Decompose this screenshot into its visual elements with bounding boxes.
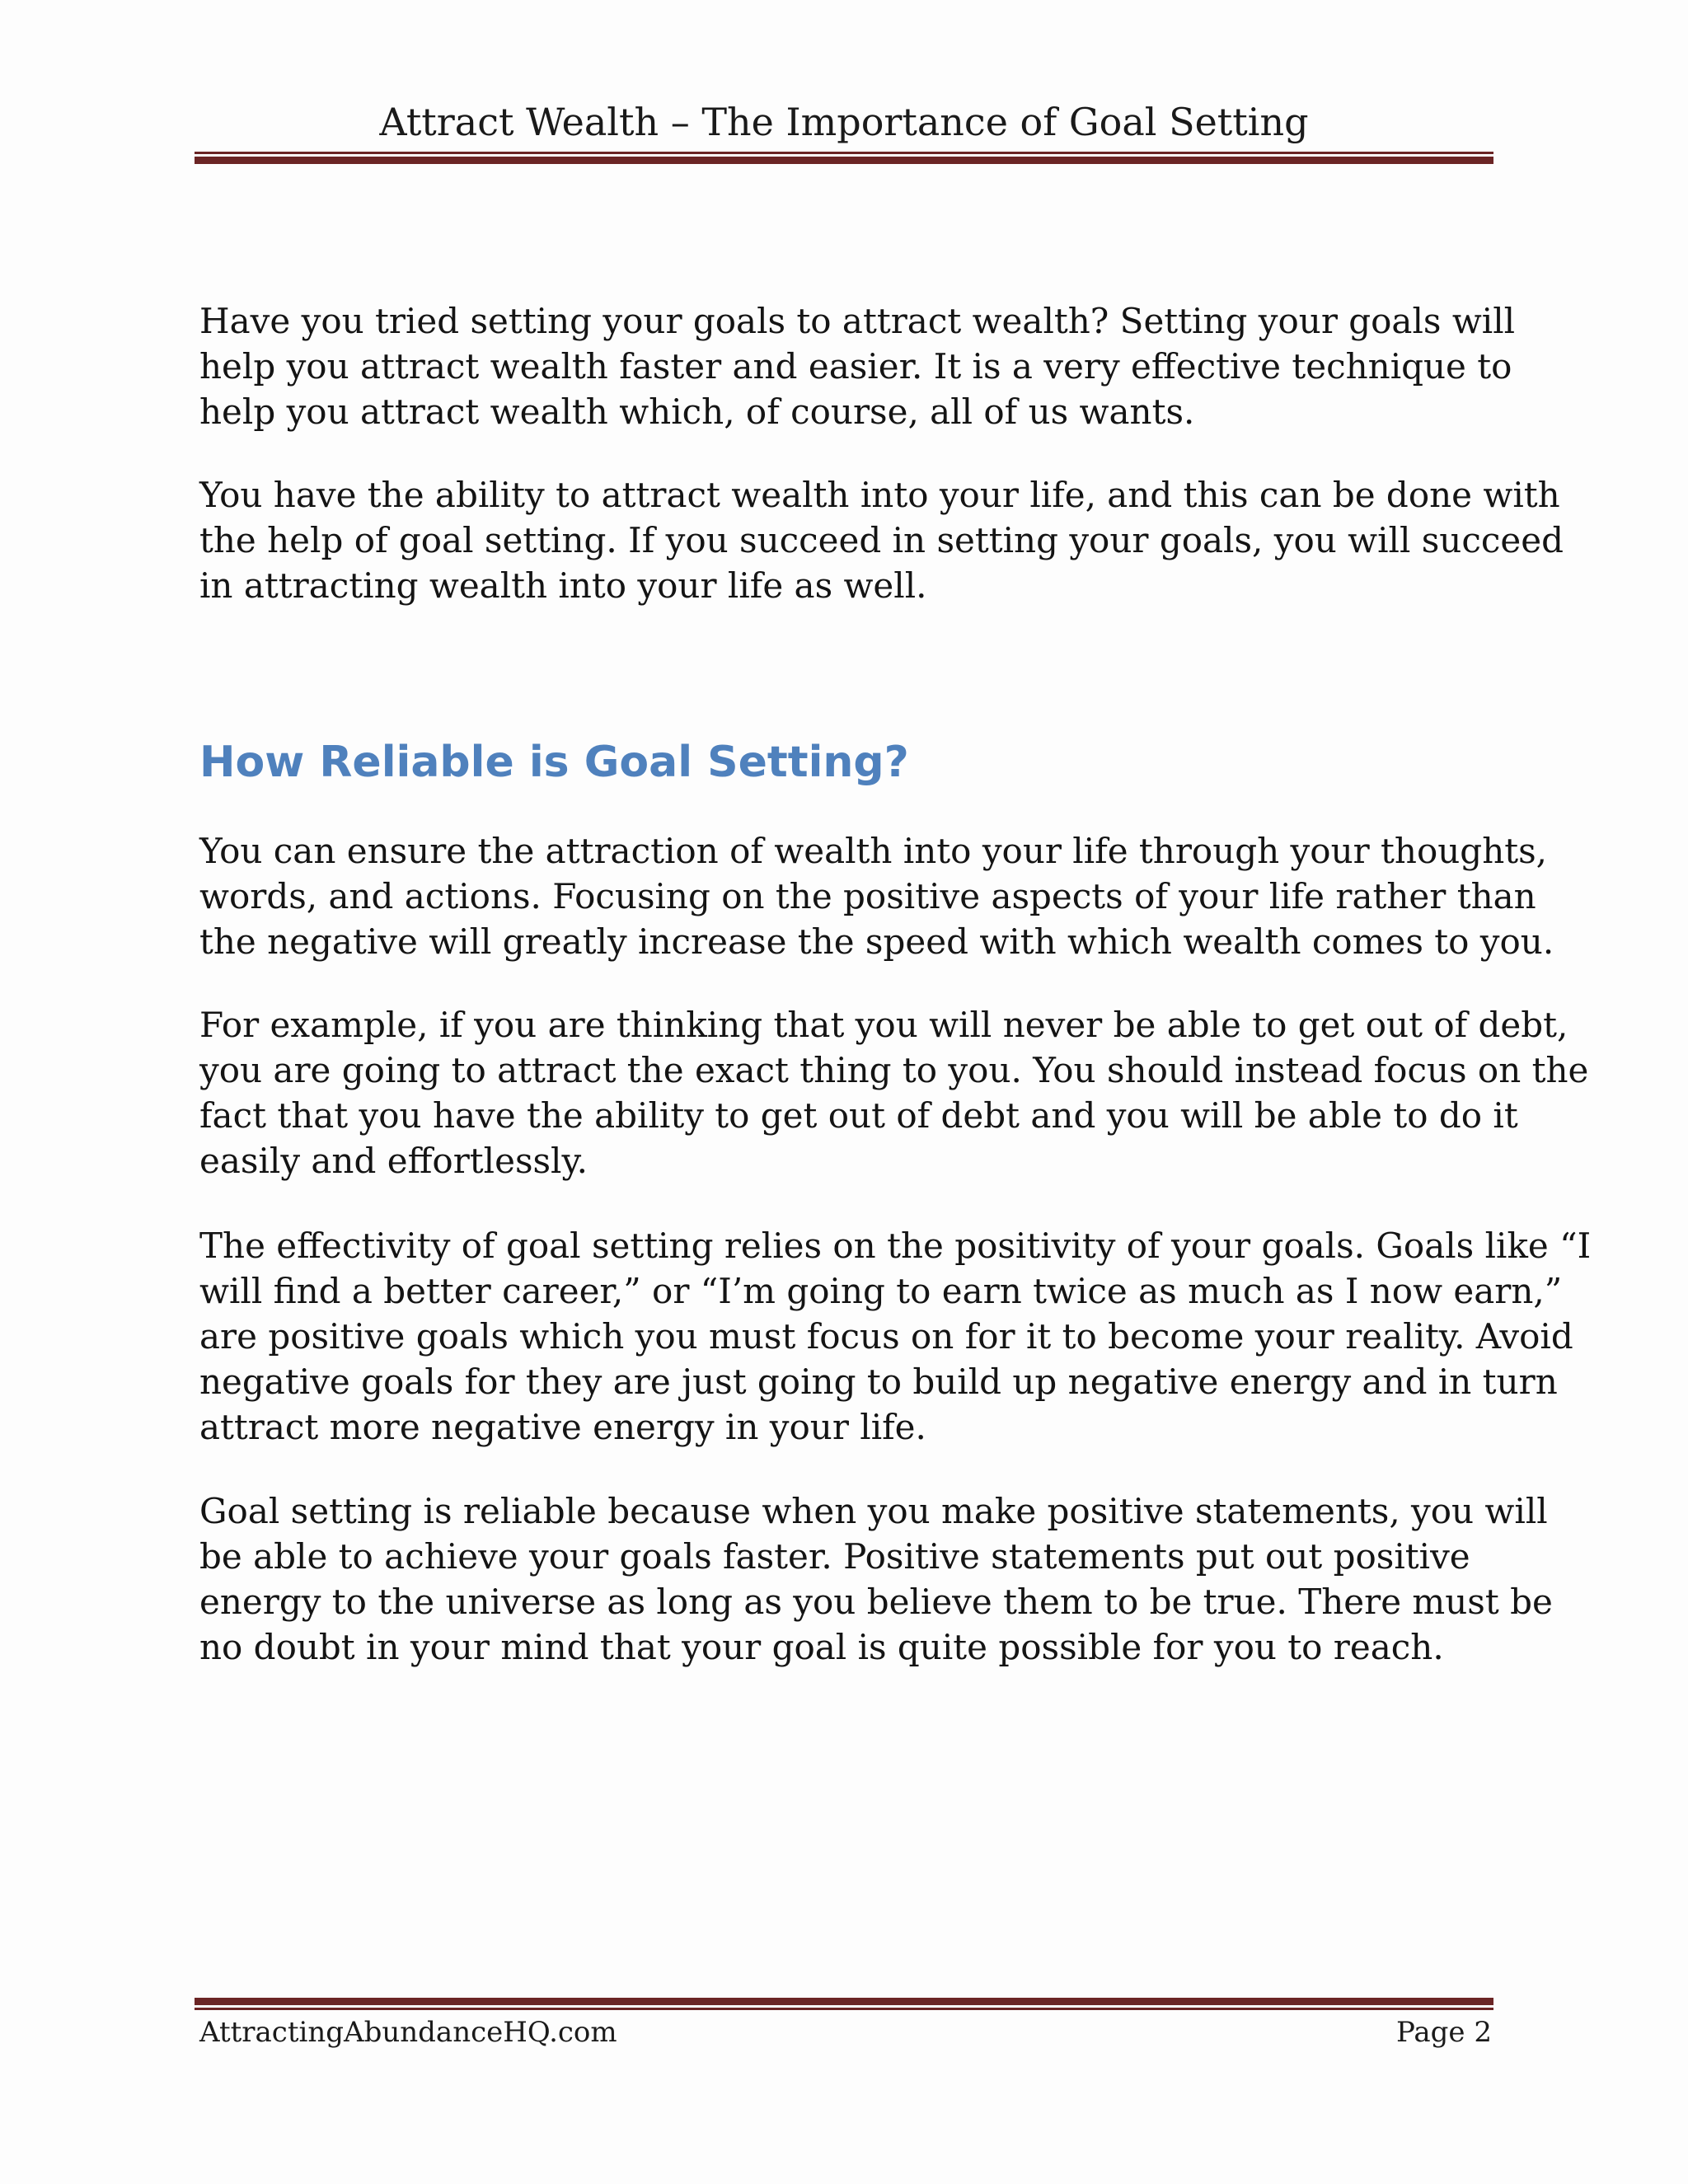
footer-rule (195, 1998, 1493, 2010)
text-line: You have the ability to attract wealth into your life, and this can be done with (199, 475, 1560, 515)
text-line: attract more negative energy in your life. (199, 1407, 926, 1447)
section-paragraph-1 (199, 828, 1554, 964)
header-rule-thick (195, 157, 1493, 164)
section-paragraph-3 (199, 1223, 1592, 1450)
section-heading: How Reliable is Goal Setting? (199, 738, 909, 787)
text-line: help you attract wealth which, of course, all of us wants. (199, 391, 1195, 432)
text-line: For example, if you are thinking that you will never be able to get out of debt, (199, 1005, 1568, 1045)
footer-rule-thick (195, 1998, 1493, 2005)
text-line: negative goals for they are just going to build up negative energy and in turn (199, 1361, 1558, 1402)
text-line: The effectivity of goal setting relies on the positivity of your goals. Goals like “I (199, 1226, 1592, 1266)
text-line: the negative will greatly increase the speed with which wealth comes to you. (199, 921, 1554, 962)
footer-page-number: Page 2 (1396, 2016, 1492, 2049)
intro-paragraph-1 (199, 298, 1516, 434)
page-header-title: Attract Wealth – The Importance of Goal Setting (379, 100, 1309, 144)
text-line: fact that you have the ability to get out of debt and you will be able to do it (199, 1095, 1518, 1136)
section-paragraph-2 (199, 1002, 1589, 1183)
footer-rule-thin (195, 2008, 1493, 2010)
text-line: be able to achieve your goals faster. Positive statements put out positive (199, 1536, 1470, 1577)
text-line: easily and effortlessly. (199, 1141, 588, 1181)
text-line: in attracting wealth into your life as well. (199, 565, 927, 606)
text-line: no doubt in your mind that your goal is quite possible for you to reach. (199, 1627, 1444, 1667)
text-line: are positive goals which you must focus on for it to become your reality. Avoid (199, 1316, 1573, 1357)
header-rule-thin (195, 152, 1493, 154)
text-line: You can ensure the attraction of wealth into your life through your thoughts, (199, 831, 1548, 871)
text-line: energy to the universe as long as you believe them to be true. There must be (199, 1582, 1553, 1622)
intro-paragraph-2 (199, 472, 1564, 608)
text-line: Have you tried setting your goals to attract wealth? Setting your goals will (199, 301, 1516, 341)
section-paragraph-4 (199, 1488, 1553, 1670)
text-line: help you attract wealth faster and easier. It is a very effective technique to (199, 346, 1512, 387)
footer-site: AttractingAbundanceHQ.com (199, 2016, 617, 2049)
header-rule (195, 152, 1493, 164)
text-line: Goal setting is reliable because when you make positive statements, you will (199, 1491, 1548, 1531)
text-line: you are going to attract the exact thing to you. You should instead focus on the (199, 1050, 1589, 1090)
text-line: words, and actions. Focusing on the positive aspects of your life rather than (199, 876, 1536, 916)
text-line: will find a better career,” or “I’m going to earn twice as much as I now earn,” (199, 1271, 1563, 1311)
text-line: the help of goal setting. If you succeed in setting your goals, you will succeed (199, 520, 1564, 560)
